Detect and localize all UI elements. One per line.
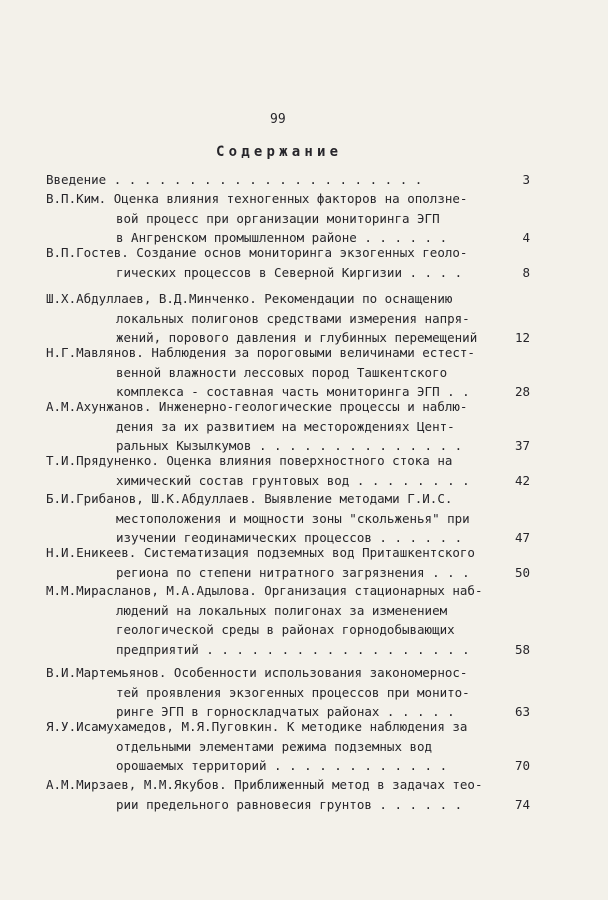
toc-page-number: 50 [514, 564, 530, 580]
toc-page-number: 70 [514, 758, 530, 773]
toc-page-number: 74 [514, 796, 530, 812]
toc-entry-line: отдельными элементами режима подземных вод [116, 738, 433, 754]
toc-page-number: 58 [514, 641, 530, 657]
toc-entry-heading: В.П.Гостев. Создание основ мониторинга экзогенных геоло- [46, 245, 468, 260]
toc-entry-line: комплекса - составная часть мониторинга ЭГП . . [116, 384, 470, 399]
toc-entry-line: предприятий . . . . . . . . . . . . . . . . . . [116, 641, 470, 657]
toc-entry-heading: Ш.Х.Абдуллаев, В.Д.Минченко. Рекомендации по оснащению [46, 291, 453, 306]
toc-entry-heading: А.М.Ахунжанов. Инженерно-геологические процессы и наблю- [46, 399, 468, 414]
page-number: 99 [270, 112, 286, 127]
toc-entry-line: местоположения и мощности зоны "скольженья" при [116, 510, 470, 526]
toc-entry-line: венной влажности лессовых пород Ташкентского [116, 364, 448, 380]
toc-entry-line: химический состав грунтовых вод . . . . . . . . [116, 472, 470, 488]
toc-page-number: 42 [514, 472, 530, 488]
toc-entry-line: региона по степени нитратного загрязнения . . . [116, 564, 470, 580]
page-title: Содержание [216, 144, 343, 160]
toc-entry-line: ральных Кызылкумов . . . . . . . . . . . . . . [116, 438, 463, 453]
toc-entry-heading: Б.И.Грибанов, Ш.К.Абдуллаев. Выявление методами Г.И.С. [46, 491, 453, 506]
toc-page-number: 12 [514, 330, 530, 345]
toc-entry-heading: Н.Г.Мавлянов. Наблюдения за пороговыми величинами естест- [46, 345, 475, 360]
toc-entry-line: орошаемых территорий . . . . . . . . . . . . [116, 758, 448, 773]
toc-entry-line: рии предельного равновесия грунтов . . . . . . [116, 796, 463, 812]
toc-entry-heading: Т.И.Прядуненко. Оценка влияния поверхностного стока на [46, 453, 453, 468]
toc-entry-line: геологической среды в районах горнодобывающих [116, 622, 455, 637]
toc-entry-line: вой процесс при организации мониторинга ЭГП [116, 210, 440, 226]
toc-entry-line: тей проявления экзогенных процессов при монито- [116, 684, 470, 700]
toc-entry-line: людений на локальных полигонах за изменением [116, 602, 448, 618]
toc-entry-heading: Я.У.Исамухамедов, М.Я.Пуговкин. К методике наблюдения за [46, 719, 468, 734]
toc-entry-line: ринге ЭГП в горноскладчатых районах . . . . . [116, 704, 455, 719]
toc-entry-heading: В.И.Мартемьянов. Особенности использования закономернос- [46, 665, 468, 680]
toc-page-number: 3 [522, 172, 530, 187]
toc-page-number: 4 [522, 230, 530, 245]
toc-page-number: 28 [514, 384, 530, 399]
toc-entry-line: изучении геодинамических процессов . . . . . . [116, 530, 463, 545]
toc-page-number: 63 [514, 704, 530, 719]
toc-entry-line: в Ангренском промышленном районе . . . . . . [116, 230, 448, 245]
toc-page-number: 8 [522, 264, 530, 280]
toc-entry-line: локальных полигонов средствами измерения напря- [116, 310, 470, 326]
toc-entry-heading: М.М.Мирасланов, М.А.Адылова. Организация стационарных наб- [46, 583, 483, 598]
toc-entry-line: дения за их развитием на месторождениях Цент- [116, 418, 455, 434]
toc-entry-line: жений, порового давления и глубинных перемещений [116, 330, 478, 345]
toc-page-number: 37 [514, 438, 530, 453]
toc-entry-heading: Введение . . . . . . . . . . . . . . . . . . . . . [46, 172, 423, 187]
toc-entry-line: гических процессов в Северной Киргизии . . . . [116, 264, 463, 280]
toc-entry-heading: А.М.Мирзаев, М.М.Якубов. Приближенный метод в задачах тео- [46, 777, 483, 792]
toc-entry-heading: Н.И.Еникеев. Систематизация подземных вод Приташкентского [46, 545, 475, 560]
toc-page-number: 47 [514, 530, 530, 545]
toc-entry-heading: В.П.Ким. Оценка влияния техногенных факторов на оползне- [46, 191, 468, 206]
